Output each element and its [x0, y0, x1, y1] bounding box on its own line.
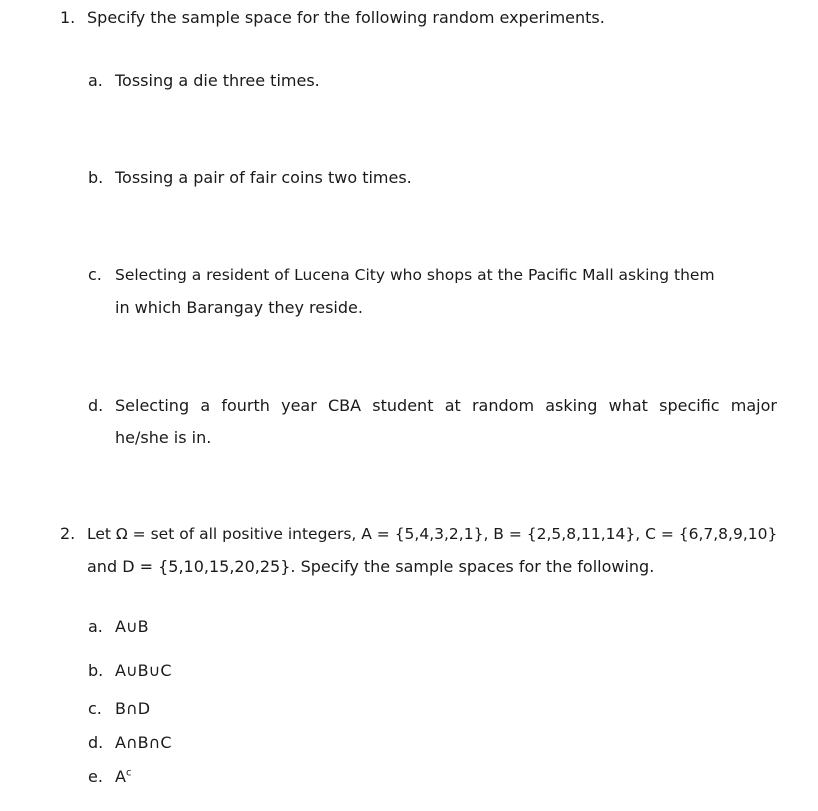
q1-item-a-label: a.: [88, 71, 103, 90]
question-1-prompt: Specify the sample space for the following random experiments.: [87, 8, 605, 27]
q2-item-c-label: c.: [88, 699, 102, 718]
q1-item-d-text-line1: Selecting a fourth year CBA student at random asking what specific major: [115, 396, 777, 415]
q1-item-d-label: d.: [88, 396, 104, 415]
q2-item-e-expr: [115, 767, 131, 787]
q2-item-a-expr: A∪B: [115, 617, 149, 636]
q2-item-e-base: A: [115, 767, 126, 786]
question-2-line2: and D = {5,10,15,20,25}. Specify the sample spaces for the following.: [87, 557, 655, 576]
q1-item-c-text-line1: Selecting a resident of Lucena City who shops at the Pacific Mall asking them: [115, 266, 715, 284]
q1-item-c-label: c.: [88, 265, 102, 284]
q2-item-e-label: e.: [88, 767, 103, 786]
q1-item-b-label: b.: [88, 168, 104, 187]
question-2-number: 2.: [60, 524, 76, 543]
q1-item-d-text-line2: he/she is in.: [115, 428, 212, 447]
q2-item-b-expr: A∪B∪C: [115, 661, 172, 680]
q2-item-d-label: d.: [88, 733, 104, 752]
question-1-number: 1.: [60, 8, 76, 27]
q2-item-b-label: b.: [88, 661, 104, 680]
q1-item-a-text: Tossing a die three times.: [115, 71, 320, 90]
q2-item-c-expr: B∩D: [115, 699, 151, 718]
q2-item-d-expr: A∩B∩C: [115, 733, 172, 752]
q2-item-e-superscript: c: [125, 767, 132, 779]
q1-item-b-text: Tossing a pair of fair coins two times.: [115, 168, 412, 187]
q2-item-a-label: a.: [88, 617, 103, 636]
question-2-line1: Let Ω = set of all positive integers, A = {5,4,3,2,1}, B = {2,5,8,11,14}, C = {6,7,8,9,10}: [87, 525, 778, 543]
q1-item-c-text-line2: in which Barangay they reside.: [115, 298, 363, 317]
